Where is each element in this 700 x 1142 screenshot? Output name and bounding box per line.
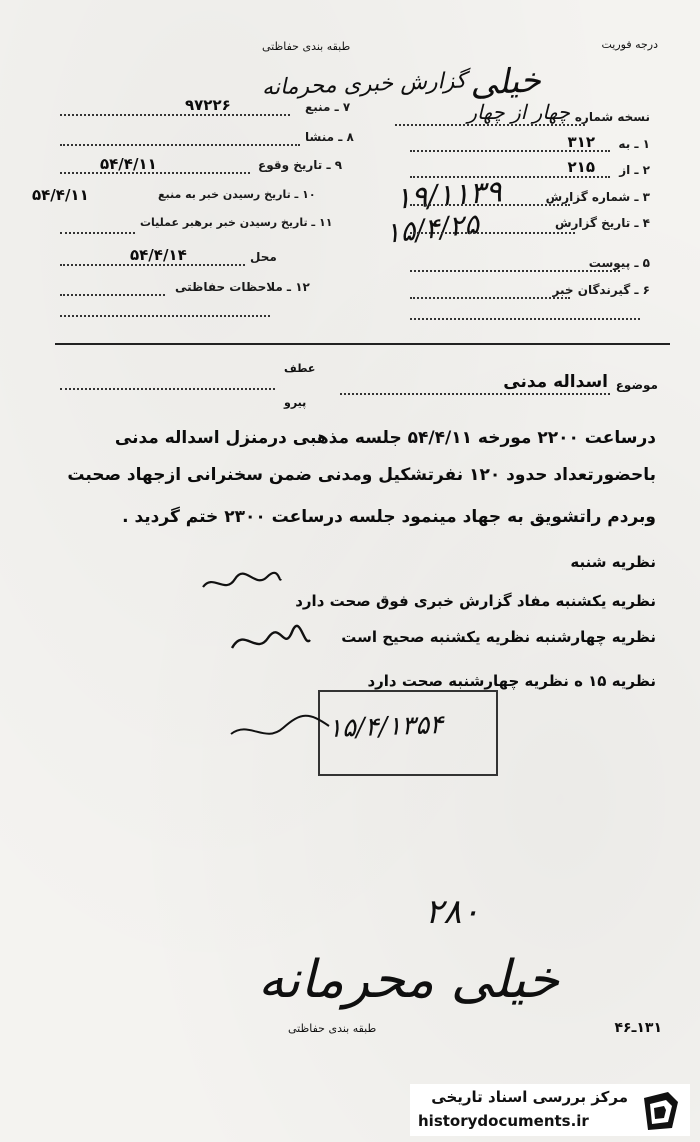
subject-label: موضوع	[615, 378, 658, 392]
follow-up-label: پیرو	[284, 396, 307, 409]
report-number-label: ۳ ـ شماره گزارش	[545, 190, 650, 204]
stamp-date: ۱۵/۴/۱۳۵۴	[327, 709, 444, 745]
occurrence-date-value: ۵۴/۴/۱۱	[100, 155, 157, 173]
signature-stamp-scribble	[225, 700, 335, 755]
reference-line	[60, 388, 275, 390]
urgency-label: درجه فوریت	[601, 38, 658, 51]
recipients-line	[410, 297, 570, 299]
report-type-handwritten: گزارش خبری محرمانه	[261, 68, 467, 101]
watermark-url: historydocuments.ir	[418, 1112, 589, 1130]
signature-scribble-2	[222, 622, 312, 662]
recipients-label: ۶ ـ گیرندگان خبر	[552, 283, 650, 297]
from-label: ۲ ـ از	[619, 163, 650, 177]
footer-classification-label: طبقه بندی حفاظتی	[288, 1022, 377, 1035]
security-notes-line-2	[60, 315, 270, 317]
report-date-label: ۴ ـ تاریخ گزارش	[554, 216, 650, 230]
security-notes-line	[60, 294, 165, 296]
place-label: محل	[250, 250, 277, 264]
source-label: ۷ ـ منبع	[305, 100, 351, 114]
report-number-line	[410, 204, 570, 206]
footer-classification-handwritten: خیلی محرمانه	[258, 950, 560, 1010]
body-line-1: درساعت ۲۲۰۰ مورخه ۵۴/۴/۱۱ جلسه مذهبی درمنزل اسداله مدنی	[114, 428, 656, 448]
to-label: ۱ ـ به	[618, 137, 650, 151]
occurrence-date-label: ۹ ـ تاریخ وقوع	[258, 158, 343, 172]
subject-line	[340, 393, 610, 395]
classification-label: طبقه بندی حفاظتی	[262, 40, 351, 53]
comment-wednesday: نظریه چهارشنبه نظریه یکشنبه صحیح است	[341, 628, 656, 646]
copy-number-value: چهار از چهار	[467, 100, 570, 124]
subject-value: اسداله مدنی	[503, 372, 608, 392]
comment-saturday: نظریه شنبه	[570, 553, 656, 571]
report-number-value: ۱۹/۱۱۳۹	[393, 174, 503, 217]
received-ops-label: ۱۱ ـ تاریخ رسیدن خبر برهبر عملیات	[140, 216, 333, 229]
received-source-value: ۵۴/۴/۱۱	[32, 186, 89, 204]
reference-label: عطف	[284, 362, 316, 375]
attachment-line	[410, 270, 620, 272]
signature-scribble-1	[195, 565, 285, 605]
origin-line	[60, 144, 300, 146]
security-notes-label: ۱۲ ـ ملاحظات حفاظتی	[175, 280, 310, 294]
header-separator	[55, 343, 670, 345]
report-date-line	[410, 232, 575, 234]
body-line-2: باحضورتعداد حدود ۱۲۰ نفرتشکیل ومدنی ضمن سخنرانی ازجهاد صحبت	[67, 465, 656, 485]
history-logo-icon	[638, 1088, 684, 1134]
form-code: ۱۳۱ـ۴۶	[614, 1020, 662, 1036]
comment-15h: نظریه ۱۵ ه نظریه چهارشنبه صحت دارد	[367, 672, 656, 690]
watermark-title: مرکز بررسی اسناد تاریخی	[431, 1088, 628, 1106]
origin-label: ۸ ـ منشا	[305, 130, 354, 144]
place-value: ۵۴/۴/۱۴	[130, 246, 187, 264]
to-value: ۳۱۲	[567, 133, 595, 151]
occurrence-date-line	[60, 172, 250, 174]
body-line-3: وبردم راتشویق به جهاد مینمود جلسه درساعت ۲۳۰۰ ختم گردید .	[122, 507, 656, 527]
attachment-label: ۵ ـ پیوست	[588, 256, 650, 270]
to-line	[410, 150, 610, 152]
received-ops-line	[60, 232, 135, 234]
comment-sunday: نظریه یکشنبه مفاد گزارش خبری فوق صحت دارد	[295, 592, 656, 610]
watermark	[410, 1084, 690, 1136]
recipients-line-2	[410, 318, 640, 320]
source-line	[60, 114, 290, 116]
source-value: ۹۷۲۲۶	[185, 96, 231, 114]
margin-number: ۲۸۰	[425, 892, 480, 932]
place-line	[60, 264, 245, 266]
copy-number-line	[395, 124, 585, 126]
date-stamp	[318, 690, 498, 776]
report-date-value: ۱۵/۴/۲۵	[383, 207, 481, 250]
received-source-label: ۱۰ ـ تاریخ رسیدن خبر به منبع	[158, 188, 316, 201]
from-value: ۲۱۵	[567, 158, 595, 176]
classification-handwritten: خیلی	[469, 60, 542, 104]
copy-number-label: نسخه شماره	[574, 110, 650, 124]
